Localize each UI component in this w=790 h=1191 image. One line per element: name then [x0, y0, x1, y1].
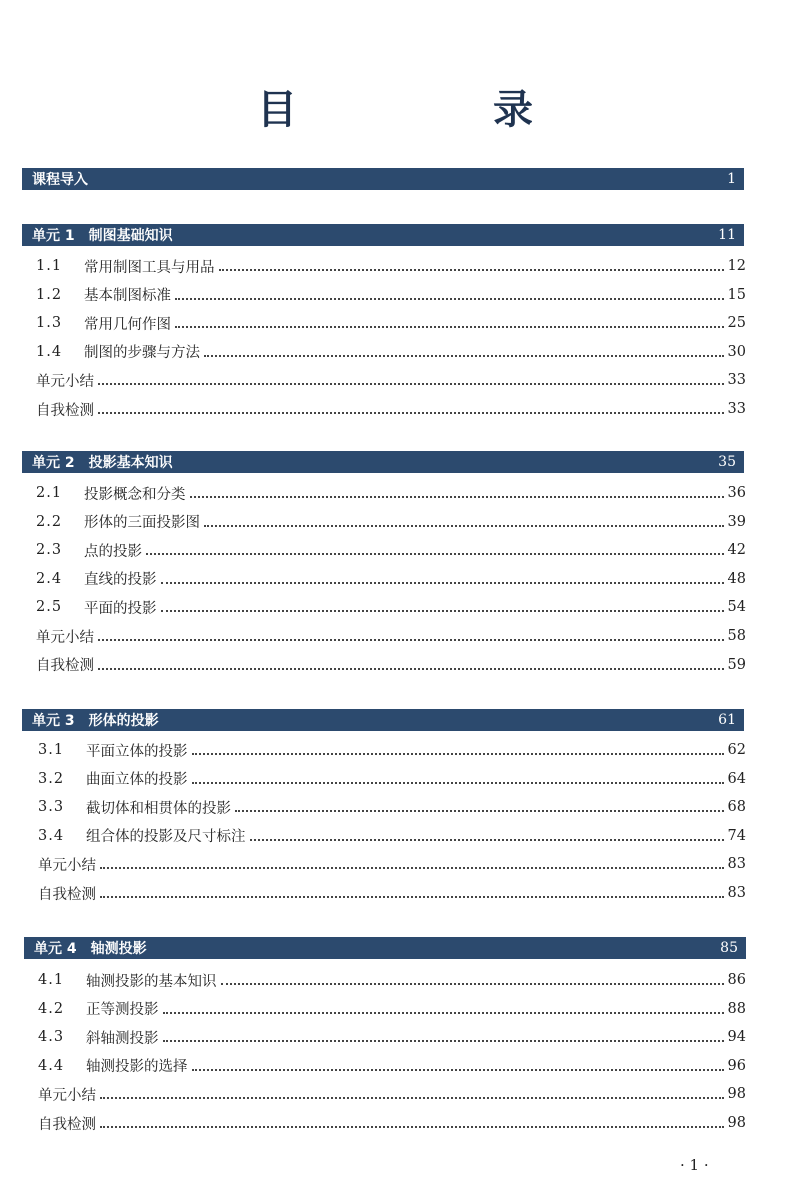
toc-entry-page: 98 [727, 1086, 746, 1103]
dot-leader [175, 296, 724, 300]
toc-entry[interactable] [36, 368, 746, 392]
toc-entry-page: 83 [727, 885, 746, 901]
dot-leader [100, 894, 724, 898]
toc-entry[interactable] [36, 283, 746, 307]
toc-entry-number: 3.1 [38, 742, 65, 758]
toc-entry[interactable] [38, 1082, 746, 1106]
toc-entry-page: 64 [727, 770, 746, 787]
toc-entry-number: 2.4 [36, 570, 63, 587]
toc-entry-page: 48 [727, 570, 746, 587]
toc-entry-page: 96 [727, 1057, 746, 1074]
intro-heading[interactable] [22, 168, 744, 190]
toc-entry[interactable] [36, 595, 746, 619]
dot-leader [192, 780, 724, 784]
toc-entry-title: 自我检测 [38, 1116, 96, 1133]
unit-heading-4[interactable] [24, 937, 746, 959]
toc-entry-title: 轴测投影的选择 [86, 1059, 188, 1076]
dot-leader [163, 1010, 724, 1014]
toc-entry-number: 4.1 [38, 972, 65, 988]
toc-entry[interactable] [38, 795, 746, 819]
toc-entry-number: 4.2 [38, 1000, 65, 1017]
toc-entry-page: 33 [727, 372, 746, 389]
toc-entry-number: 3.4 [38, 827, 65, 844]
toc-entry-number: 4.4 [38, 1057, 65, 1074]
toc-entry-title: 点的投影 [84, 543, 142, 560]
dot-leader [219, 267, 724, 271]
toc-entry[interactable] [38, 1111, 746, 1135]
toc-entry[interactable] [36, 653, 746, 677]
toc-entry-title: 基本制图标准 [84, 288, 171, 305]
dot-leader [98, 381, 724, 385]
toc-entry[interactable] [38, 1025, 746, 1049]
toc-entry-title: 轴测投影的基本知识 [86, 973, 217, 990]
dot-leader [161, 608, 724, 612]
dot-leader [161, 580, 724, 584]
toc-entry-page: 83 [727, 856, 746, 873]
dot-leader [98, 410, 724, 414]
toc-entry-page: 74 [727, 827, 746, 844]
toc-entry-number: 4.3 [38, 1029, 65, 1046]
section-heading-page: 61 [718, 712, 736, 728]
unit-heading-1[interactable] [22, 224, 744, 246]
toc-entry-number: 3.3 [38, 799, 65, 816]
toc-entry-title: 斜轴测投影 [86, 1030, 159, 1047]
dot-leader [192, 751, 724, 755]
toc-entry-page: 54 [727, 599, 746, 616]
dot-leader [190, 494, 724, 498]
toc-entry[interactable] [38, 738, 746, 762]
dot-leader [175, 324, 724, 328]
toc-entry-number: 1.4 [36, 343, 63, 360]
toc-entry-number: 2.2 [36, 513, 63, 530]
toc-entry-title: 平面立体的投影 [86, 743, 188, 760]
toc-entry-title: 曲面立体的投影 [86, 772, 188, 789]
toc-entry-page: 68 [727, 799, 746, 816]
page-title: 目 录 [257, 87, 611, 133]
unit-heading-3[interactable] [22, 709, 744, 731]
toc-entry-page: 12 [727, 258, 746, 274]
toc-entry-title: 自我检测 [38, 886, 96, 903]
toc-entry-number: 1.3 [36, 315, 63, 332]
toc-entry[interactable] [38, 824, 746, 848]
toc-entry[interactable] [36, 311, 746, 335]
dot-leader [204, 523, 724, 527]
toc-entry-title: 常用几何作图 [84, 316, 171, 333]
toc-entry[interactable] [36, 254, 746, 278]
toc-entry-title: 单元小结 [38, 1087, 96, 1104]
toc-entry-number: 2.3 [36, 542, 63, 559]
dot-leader [250, 837, 724, 841]
toc-entry[interactable] [36, 397, 746, 421]
page-number: · 1 · [680, 1156, 709, 1174]
unit-heading-2[interactable] [22, 451, 744, 473]
toc-entry-title: 常用制图工具与用品 [84, 259, 215, 276]
section-heading-page: 1 [727, 171, 736, 187]
dot-leader [163, 1038, 724, 1042]
section-heading-label: 单元 4 轴测投影 [34, 941, 147, 957]
toc-entry-page: 42 [727, 542, 746, 559]
dot-leader [100, 1124, 724, 1128]
section-heading-page: 85 [720, 940, 738, 956]
toc-entry-page: 86 [727, 972, 746, 988]
toc-entry-number: 2.5 [36, 599, 63, 616]
toc-entry[interactable] [36, 538, 746, 562]
toc-entry-title: 单元小结 [38, 857, 96, 874]
toc-entry-page: 36 [727, 485, 746, 501]
toc-entry-number: 1.1 [36, 258, 63, 274]
toc-entry-page: 15 [727, 286, 746, 303]
toc-entry[interactable] [36, 624, 746, 648]
toc-entry-title: 截切体和相贯体的投影 [86, 800, 231, 817]
toc-entry[interactable] [38, 852, 746, 876]
dot-leader [98, 637, 724, 641]
dot-leader [235, 808, 724, 812]
toc-entry[interactable] [38, 1054, 746, 1078]
toc-entry[interactable] [38, 767, 746, 791]
toc-entry-title: 形体的三面投影图 [84, 515, 200, 532]
dot-leader [146, 551, 724, 555]
toc-entry-number: 3.2 [38, 770, 65, 787]
toc-entry-page: 59 [727, 656, 746, 673]
section-heading-label: 课程导入 [32, 172, 88, 188]
section-heading-label: 单元 3 形体的投影 [32, 713, 159, 729]
dot-leader [98, 666, 724, 670]
toc-entry-title: 单元小结 [36, 373, 94, 390]
toc-entry-page: 39 [727, 513, 746, 530]
toc-entry[interactable] [36, 567, 746, 591]
section-heading-page: 35 [718, 454, 736, 470]
toc-entry-page: 62 [727, 742, 746, 758]
dot-leader [100, 865, 724, 869]
toc-entry[interactable] [36, 340, 746, 364]
toc-entry-page: 88 [727, 1000, 746, 1017]
dot-leader [221, 981, 724, 985]
toc-entry-page: 25 [727, 315, 746, 332]
dot-leader [204, 353, 724, 357]
toc-entry-title: 直线的投影 [84, 572, 157, 589]
section-heading-page: 11 [718, 227, 736, 243]
toc-entry[interactable] [36, 481, 746, 505]
toc-entry-number: 2.1 [36, 485, 63, 501]
toc-entry-page: 58 [727, 628, 746, 644]
section-heading-label: 单元 1 制图基础知识 [32, 228, 173, 244]
toc-entry[interactable] [36, 510, 746, 534]
toc-entry-title: 投影概念和分类 [84, 486, 186, 503]
toc-entry[interactable] [38, 968, 746, 992]
toc-entry-title: 单元小结 [36, 629, 94, 646]
section-heading-label: 单元 2 投影基本知识 [32, 455, 173, 471]
toc-entry-title: 制图的步骤与方法 [84, 345, 200, 362]
toc-entry-page: 33 [727, 401, 746, 417]
dot-leader [100, 1095, 724, 1099]
toc-entry[interactable] [38, 997, 746, 1021]
toc-entry-page: 94 [727, 1029, 746, 1046]
toc-entry-page: 98 [727, 1115, 746, 1131]
toc-entry-title: 正等测投影 [86, 1002, 159, 1019]
toc-entry-page: 30 [727, 343, 746, 360]
toc-entry-title: 平面的投影 [84, 600, 157, 617]
dot-leader [192, 1067, 724, 1071]
toc-entry-number: 1.2 [36, 286, 63, 303]
toc-entry-title: 自我检测 [36, 402, 94, 419]
toc-entry-title: 组合体的投影及尺寸标注 [86, 829, 246, 846]
toc-entry-title: 自我检测 [36, 658, 94, 675]
toc-entry[interactable] [38, 881, 746, 905]
